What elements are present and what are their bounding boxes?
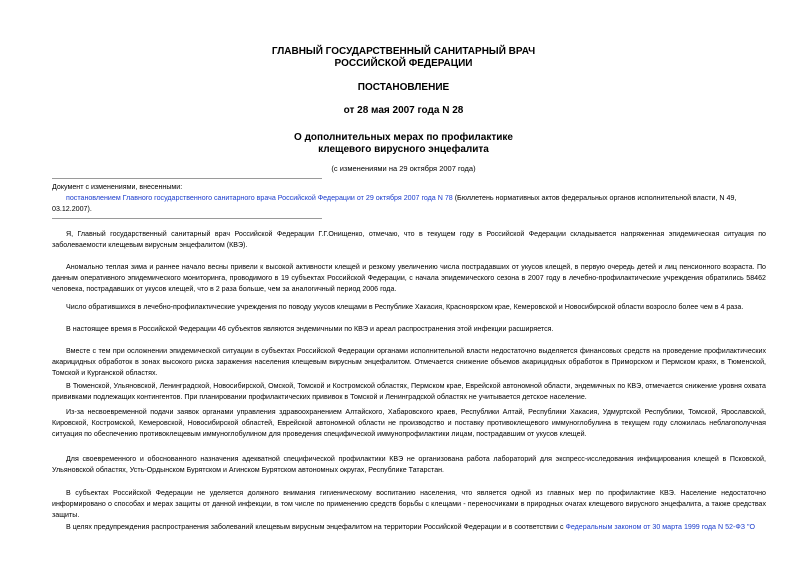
paragraph-6: В Тюменской, Ульяновской, Ленинградской, Новосибирской, Омской, Томской и Костромской областях, Пермском крае, Еврейской автономной области, эндемичных по КВЭ, отмечается снижение уровня охвата прививками подлежащих контингентов. При планировании профилактических прививок в Томской и Ленинградской областях не учитывается детское население. [52, 382, 766, 401]
federal-law-link[interactable]: Федеральным законом от 30 марта 1999 года N 52-ФЗ "О [565, 523, 756, 531]
paragraph-4: В настоящее время в Российской Федерации 46 субъектов являются эндемичными по КВЭ и ареал распространения этой инфекции расширяется. [66, 325, 554, 333]
divider-top [52, 178, 322, 179]
changes-note: (с изменениями на 29 октября 2007 года) [331, 164, 476, 173]
document-type: ПОСТАНОВЛЕНИЕ [357, 82, 450, 93]
paragraph-3: Число обратившихся в лечебно-профилактические учреждения по поводу укусов клещами в Республике Хакасия, Красноярском крае, Кемеровской и Новосибирской области возросло более чем в 4 раза. [66, 303, 744, 311]
changes-tail: (Бюллетень нормативных актов федеральных органов исполнительной власти, N 49, 03.12.2007). [52, 194, 737, 213]
paragraph-10-text: В целях предупреждения распространения заболеваний клещевым вирусным энцефалитом на территории Российской Федерации и в соответствии с [66, 523, 566, 531]
paragraph-10 [52, 522, 766, 533]
paragraph-7: Из-за несвоевременной подачи заявок органами управления здравоохранением Алтайского, Хабаровского краев, Республики Алтай, Республики Хакасия, Удмуртской Республики, Томской, Ярославской, Кировской, Костромской, Кемеровской, Новосибирской областей, Еврейской автономной области не производство и поставку противоклещевого иммуноглобулина в текущем году сложилась неблагополучная ситуация по обеспечению противоклещевым иммуноглобулином для проведения специфической иммунопрофилактики лицам, пострадавшим от укусов клещей. [52, 408, 766, 438]
amendment-link[interactable]: постановлением Главного государственного санитарного врача Российской Федерации от 29 октября 2007 года N 78 [66, 194, 453, 202]
document-title-line-2: клещевого вирусного энцефалита [318, 144, 489, 155]
changes-intro: Документ с изменениями, внесенными: [52, 183, 183, 191]
paragraph-1: Я, Главный государственный санитарный врач Российской Федерации Г.Г.Онищенко, отмечаю, что в текущем году в Российской Федерации складывается напряженная эпидемическая ситуация по заболеваемости клещевым вирусным энцефалитом (КВЭ). [52, 230, 766, 249]
divider-bottom [52, 218, 322, 219]
document-date-number: от 28 мая 2007 года N 28 [343, 105, 464, 116]
issuer-line-1: ГЛАВНЫЙ ГОСУДАРСТВЕННЫЙ САНИТАРНЫЙ ВРАЧ [271, 46, 536, 57]
paragraph-2: Аномально теплая зима и раннее начало весны привели к высокой активности клещей и резкому увеличению числа пострадавших от укусов клещей, в первую очередь детей и лиц пенсионного возраста. По данным оперативного эпидемического мониторинга, проводимого в 19 субъектах Российской Федерации, с начала эпидемического сезона в 2007 году в лечебно-профилактические учреждения обратились 58462 человека, пострадавших от укусов клещей, что в 2 раза больше, чем за аналогичный период 2006 года. [52, 263, 766, 293]
changes-reference [52, 193, 766, 215]
issuer-line-2: РОССИЙСКОЙ ФЕДЕРАЦИИ [334, 58, 473, 69]
document-title-line-1: О дополнительных мерах по профилактике [294, 132, 513, 143]
paragraph-5: Вместе с тем при осложнении эпидемической ситуации в субъектах Российской Федерации органами исполнительной власти недостаточно выделяется финансовых средств на проведение профилактических акарицидных обработок в зонах высокого риска заражения населения клещевым вирусным энцефалитом. Отмечается снижение объемов акарицидных обработок в Приморском и Пермском краях, в Тюменской, Томской и Курганской областях. [52, 347, 766, 377]
paragraph-8: Для своевременного и обоснованного назначения адекватной специфической профилактики КВЭ не организована работа лабораторий для экспресс-исследования инфицирования клещей в Псковской, Ульяновской областях, Усть-Ордынском Бурятском и Агинском Бурятском автономных округах, Республике Татарстан. [52, 455, 766, 474]
paragraph-9: В субъектах Российской Федерации не уделяется должного внимания гигиеническому воспитанию населения, что является одной из главных мер по профилактике КВЭ. Население недостаточно информировано о способах и мерах защиты от данной инфекции, в том числе по применению средств борьбы с клещами - переносчиками в природных очагах клещевого вирусного энцефалита, а также средствах защиты. [52, 489, 766, 519]
